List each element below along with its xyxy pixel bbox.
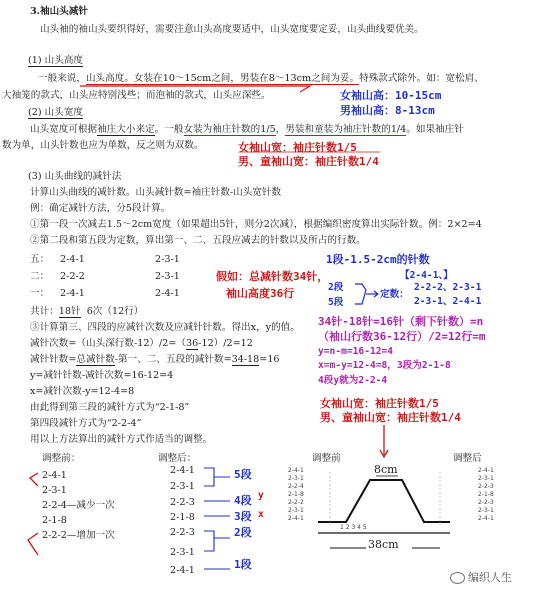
x-label: x	[258, 509, 264, 520]
s2-line1-g: 。如果袖庄针	[406, 124, 464, 135]
row-label: 五：	[30, 254, 50, 265]
right-fixed-2: 2-3-1、2-4-1	[414, 296, 482, 307]
adjust-before-label: 调整前：	[42, 453, 81, 464]
s3-line10: 由此得到第三段的减针方式为“2-1-8”	[30, 402, 190, 413]
s3-line7-e: =16	[259, 354, 280, 365]
red-bracket-top	[30, 473, 38, 486]
row-a: 2-2-2	[60, 271, 85, 282]
right-1: 1段-1.5-2cm的针数	[326, 253, 430, 266]
left-tick-4: 2-1-8	[288, 491, 304, 498]
bracket-seg5	[204, 468, 230, 486]
s3-note-women: 女袖山宽：袖庄针数1/5	[320, 397, 439, 410]
s3-line8: y=减针针数-减针次数=16-12=4	[30, 370, 174, 381]
right-tick-2: 2-3-1	[478, 475, 494, 482]
s2-line1-d: 女装为袖庄针数的1/5	[183, 124, 276, 135]
row-a: 2-4-1	[60, 254, 85, 265]
diagram-bottom-width: 38cm	[368, 538, 399, 551]
s2-line1-f: 男装和童装为袖庄针数的1/4	[285, 124, 407, 135]
s3-line7-a: 减针针数=	[30, 354, 77, 365]
total-label: 共计：	[30, 306, 59, 317]
s3-heading: (3) 山头曲线的减针法	[28, 171, 122, 182]
right-2: 【2-4-1、】	[400, 270, 453, 281]
before-row-5-val: 2-2-2	[42, 530, 67, 541]
left-tick-7: 2-4-1	[288, 515, 304, 522]
left-tick-6: 2-3-1	[288, 507, 304, 514]
seg2-label: 2段	[234, 526, 252, 539]
s2-note-men: 男、童袖山宽：袖庄针数1/4	[238, 155, 379, 168]
row-label: 一：	[30, 288, 50, 299]
s2-heading-text: (2) 山头宽度	[28, 107, 84, 118]
s3-line4: ②第二段和第五段为定数，算出第一、二、五段应减去的针数以及所占的行数。	[30, 235, 366, 246]
before-row-3-val: 2-2-4	[42, 500, 67, 511]
right-tick-4: 2-1-8	[478, 491, 494, 498]
calc-4: x=m-y=12-4=8，3段为2-1-8	[318, 360, 451, 371]
s3-line7-b: 总减针数	[76, 354, 115, 365]
s1-note-men: 男袖山高：8-13cm	[340, 104, 435, 117]
row-b: 2-3-1	[155, 271, 180, 282]
s3-line7-d: 34-18	[231, 354, 260, 365]
sleeve-cap-outline	[318, 480, 450, 522]
right-tick-1: 2-4-1	[478, 467, 494, 474]
adjust-after-label: 调整后：	[158, 453, 197, 464]
s3-line6-b: 36	[186, 338, 199, 349]
s2-line2: 数为单，山头针数也应为单数，反之则为双数。	[2, 140, 204, 151]
after-row-7: 2-4-1	[170, 565, 195, 576]
s3-line11: 第四段减针方式为“2-2-4”	[30, 418, 142, 429]
assume-2: 袖山高度36行	[226, 287, 295, 300]
s1-line1-c: 特殊款式除外。如：宽松肩、	[359, 73, 484, 84]
right-tick-7: 2-4-1	[478, 515, 494, 522]
s3-line12: 用以上方法算出的减针方式作适当的调整。	[30, 434, 213, 445]
calc-2: （袖山行数36-12行）/2=12行=m	[318, 330, 486, 343]
s2-note-women: 女袖山宽：袖庄针数1/5	[238, 141, 357, 154]
assume-1: 假如：总减针数34针，	[216, 270, 329, 283]
s3-line7-c: -第一、二、五段的减针数=	[114, 354, 232, 365]
y-label: y	[258, 490, 264, 501]
after-row-3: 2-2-3	[170, 497, 195, 508]
add-note: —增加一次	[66, 530, 115, 541]
after-row-5: 2-2-3	[170, 527, 195, 538]
s2-line1-e: ，	[275, 124, 286, 135]
bracket-seg2	[204, 531, 230, 551]
right-tick-5: 2-2-3	[478, 499, 494, 506]
right-fixed-1: 2-2-2、2-3-1	[414, 282, 482, 293]
seg1-label: 1段	[234, 558, 252, 571]
row-b: 2-3-1	[155, 254, 180, 265]
section-title: 3.袖山头减针	[30, 6, 88, 17]
s3-line2: 例：确定减针方法，分5段计算。	[30, 203, 171, 214]
diagram-top-width: 8cm	[374, 463, 398, 476]
left-tick-2: 2-3-1	[288, 475, 304, 482]
red-underline-height	[80, 86, 310, 92]
s2-line1-a: 山头宽度可根据	[30, 124, 98, 135]
total-stitches: 18针	[58, 306, 81, 317]
right-fixed: 定数：	[380, 289, 409, 300]
s1-heading-text: (1) 山头高度	[28, 55, 84, 66]
s3-line9: x=减针次数-y=12-4=8	[30, 386, 135, 397]
s3-line3: ①第一段一次减去1.5～2cm宽度（如果超出5针，则分2次减），根据编织密度算出实际针数。例：2×2=4	[30, 219, 482, 230]
s1-line2: 大袖笼的款式，山头应特别浅些；而泡袖的款式，山头应深些。	[2, 90, 271, 101]
right-tick-6: 2-3-1	[478, 507, 494, 514]
right-tick-3: 2-2-3	[478, 483, 494, 490]
s1-line1-b: 山头高度。女装在10～15cm之间，男装在8～13cm之间为妥。	[85, 73, 360, 84]
s2-line1-c: 。一般	[154, 124, 184, 135]
brace-2-5	[355, 284, 366, 304]
intro-text: 山头袖的袖山头要织得好，需要注意山头高度要适中，山头宽度要定妥，山头曲线要优美。	[40, 24, 424, 35]
s3-line6-c: -12）/2=12	[198, 338, 253, 349]
after-row-1: 2-4-1	[170, 465, 195, 476]
s1-line1-a: 一般来说，	[38, 73, 86, 84]
s3-line1: 计算山头曲线的减针数。山头减针数=袖庄针数-山头宽针数	[30, 187, 282, 198]
after-row-2: 2-3-1	[170, 481, 195, 492]
after-row-6: 2-3-1	[170, 547, 195, 558]
right-seg5: 5段	[328, 297, 344, 308]
left-tick-5: 2-2-2	[288, 499, 304, 506]
left-tick-3: 2-2-4	[288, 483, 304, 490]
diagram-before: 调整前	[312, 453, 341, 464]
s1-note-women: 女袖山高：10-15cm	[340, 89, 442, 102]
calc-1: 34针-18针=16针（剩下针数）=n	[318, 315, 484, 328]
seg3-label: 3段	[234, 510, 252, 523]
row-a: 2-4-1	[60, 288, 85, 299]
after-row-4: 2-1-8	[170, 512, 195, 523]
total-rows: 6次（12行）	[86, 306, 144, 317]
before-row-2: 2-3-1	[42, 485, 67, 496]
red-bracket-bottom	[28, 533, 38, 555]
reduce-note: —减少一次	[66, 500, 115, 511]
before-row-4: 2-1-8	[42, 515, 67, 526]
right-seg2: 2段	[328, 282, 344, 293]
row-label: 二：	[30, 271, 50, 282]
left-tick-1: 2-4-1	[288, 467, 304, 474]
calc-3: y=n-m=16-12=4	[318, 346, 394, 357]
row-b: 2-4-1	[155, 288, 180, 299]
diagram-scale: 1 2 3 4 5	[340, 524, 367, 531]
s3-line5: ③计算第三、四段的应减针次数及应减针针数。得出x，y的值。	[30, 322, 300, 333]
before-row-1: 2-4-1	[42, 470, 67, 481]
s3-line6-a: 减针次数=（山头深行数-12）/2=（	[30, 338, 186, 349]
s2-line1-b: 袖庄大小来定	[97, 124, 155, 135]
calc-5: 4段y就为2-2-4	[318, 375, 388, 386]
s3-note-men: 男、童袖山宽：袖庄针数1/4	[320, 411, 461, 424]
watermark-text: 编织人生	[468, 571, 512, 584]
diagram-after: 调整后	[453, 453, 482, 464]
seg5-label: 5段	[234, 468, 252, 481]
seg4-label: 4段	[234, 494, 252, 507]
